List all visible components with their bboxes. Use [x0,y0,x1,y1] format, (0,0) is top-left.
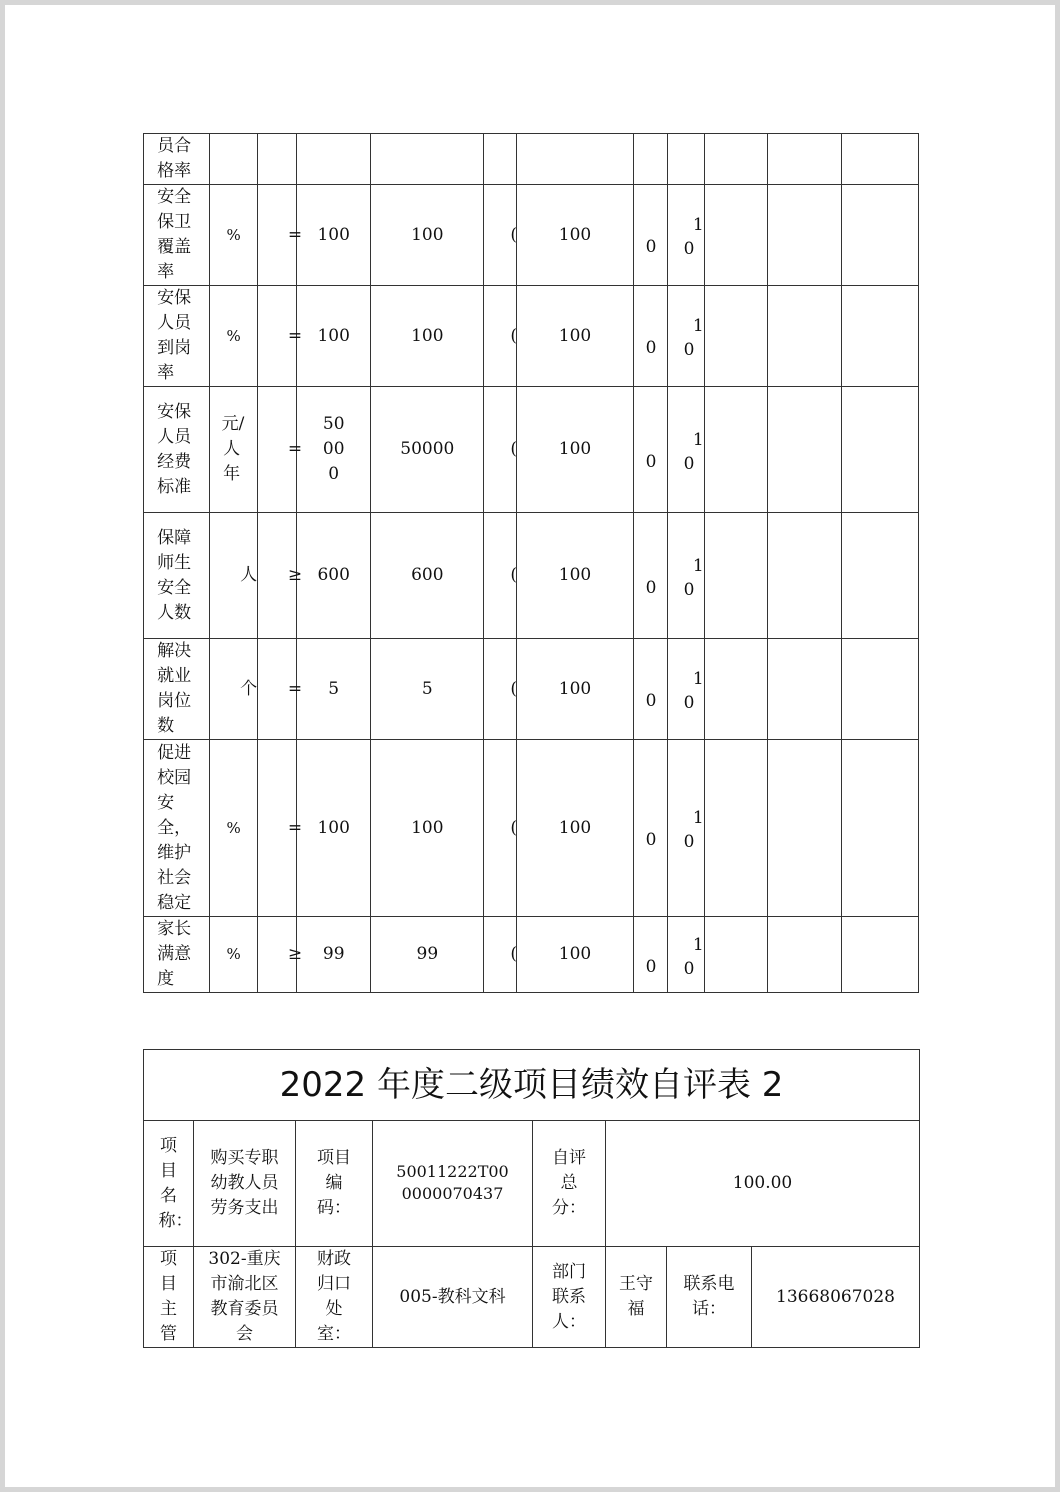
indicator-points-top: 1 [692,808,704,828]
indicator-unit: 人 [240,565,258,585]
indicator-score: 100 [558,817,592,838]
indicator-weight-cell [633,740,667,917]
indicator-unit-cell [210,917,258,993]
indicator-empty-cell-1 [704,286,767,387]
indicator-points-top: 1 [692,215,704,235]
indicator-clipped-text: ( [510,325,518,346]
indicator-row [144,286,919,387]
indicator-points-top: 1 [692,934,704,955]
indicator-empty-cell-2 [767,740,841,917]
indicator-actual: 100 [411,325,444,346]
indicator-target: 100 [317,325,350,346]
indicator-score-cell [517,134,633,185]
indicator-weight-cell [633,134,667,185]
indicator-weight: 0 [645,237,657,257]
finance-office-value: 005-教科文科 [373,1247,533,1348]
dept-contact-label: 部门联系人： [533,1247,606,1348]
self-score-label: 自评总分： [533,1121,606,1247]
indicator-row [144,639,919,740]
indicator-row [144,134,919,185]
indicator-actual: 600 [411,565,444,585]
indicator-weight-cell [633,639,667,740]
indicator-target-cell [297,134,371,185]
indicator-points-cell [667,917,704,993]
indicator-unit-cell [210,740,258,917]
indicator-empty-cell-3 [841,387,918,513]
indicator-score: 100 [558,944,592,964]
indicator-operator-cell [258,513,303,639]
indicator-weight-cell [633,513,667,639]
project-code-value: 50011222T000000070437 [373,1121,533,1247]
indicator-name-cell [144,513,210,639]
indicator-row [144,387,919,513]
indicator-actual: 50000 [400,439,455,459]
indicator-row [144,740,919,917]
indicator-target-cell [297,513,371,639]
indicator-score-cell [517,917,633,993]
indicator-name: 安保人员到岗率 [157,288,192,383]
indicator-empty-cell-1 [704,134,767,185]
indicator-points-top: 1 [692,555,704,576]
supervisor-label: 项目主管 [144,1247,194,1348]
indicator-operator-cell [258,639,303,740]
indicator-score-cell [517,513,633,639]
indicator-empty-cell-1 [704,513,767,639]
indicator-clipped-cell [484,639,517,740]
indicator-name-cell [144,134,210,185]
indicator-unit-cell [210,286,258,387]
indicator-score-cell [517,639,633,740]
indicator-target-cell [297,917,371,993]
indicator-name-cell [144,185,210,286]
indicator-name-cell [144,286,210,387]
indicator-actual-cell [371,134,484,185]
indicator-row [144,185,919,286]
indicator-empty-cell-2 [767,134,841,185]
indicator-actual-cell [371,917,484,993]
document-page [5,5,1055,1487]
project-code-label: 项目编码： [296,1121,373,1247]
indicator-row [144,513,919,639]
indicator-points-bottom: 0 [683,579,695,600]
indicator-clipped-cell [484,513,517,639]
form-title: 2022 年度二级项目绩效自评表 2 [144,1050,920,1121]
indicator-operator-cell [258,134,297,185]
indicator-points-top: 1 [692,316,704,336]
indicator-actual: 99 [416,944,439,964]
indicator-unit-cell [210,387,258,513]
indicator-target-cell [297,286,371,387]
indicator-actual-cell [371,387,484,513]
indicator-unit: % [226,225,241,244]
dept-contact-value: 王守福 [606,1247,667,1348]
indicator-unit: % [226,945,241,963]
indicator-unit-cell [210,513,258,639]
indicator-clipped-text: ( [510,678,518,699]
indicator-score: 100 [558,325,592,346]
indicator-name: 促进校园安全，维护社会稳定 [157,742,192,913]
indicator-empty-cell-2 [767,639,841,740]
phone-value: 13668067028 [752,1247,920,1348]
indicator-name-cell [144,387,210,513]
indicator-weight: 0 [645,577,657,598]
indicator-points-top: 1 [692,669,704,689]
project-name-label: 项目名称： [144,1121,194,1247]
indicator-target-cell [297,387,371,513]
indicator-empty-cell-2 [767,513,841,639]
indicator-clipped-text: ( [510,817,518,838]
indicator-name-cell [144,740,210,917]
indicator-clipped-text: ( [510,944,518,964]
indicator-score-cell [517,185,633,286]
indicator-empty-cell-1 [704,917,767,993]
indicator-unit-cell [210,134,258,185]
indicator-score: 100 [558,565,592,585]
indicator-weight-cell [633,286,667,387]
indicator-empty-cell-3 [841,917,918,993]
indicator-empty-cell-3 [841,513,918,639]
indicator-points-cell [667,387,704,513]
indicator-clipped-cell [484,185,517,286]
indicator-target: 50000 [322,414,345,484]
indicator-target: 100 [317,817,350,838]
indicator-weight-cell [633,387,667,513]
indicator-points-bottom: 0 [683,340,695,360]
indicator-score: 100 [558,224,592,245]
indicator-clipped-text: ( [510,565,518,585]
indicator-actual-cell [371,740,484,917]
indicator-row [144,917,919,993]
indicator-score-cell [517,286,633,387]
indicator-name: 保障师生安全人数 [157,527,192,623]
indicator-points-bottom: 0 [683,832,695,852]
indicator-clipped-text: ( [510,224,518,245]
indicator-operator-cell [258,185,303,286]
indicator-weight: 0 [645,691,657,711]
indicator-operator: ≥ [287,565,303,585]
indicator-empty-cell-1 [704,185,767,286]
indicator-empty-cell-3 [841,286,918,387]
indicator-empty-cell-3 [841,639,918,740]
indicator-name: 安全保卫覆盖率 [157,187,192,282]
indicator-operator: = [287,817,303,838]
indicator-actual-cell [371,639,484,740]
indicator-operator: ≥ [287,944,303,964]
indicator-name: 家长满意度 [157,919,192,989]
indicator-points-top: 1 [692,429,704,450]
indicator-actual-cell [371,185,484,286]
indicator-points-bottom: 0 [683,958,695,979]
indicator-name-cell [144,639,210,740]
indicator-operator-cell [258,917,303,993]
indicator-clipped-cell [484,286,517,387]
indicator-target: 5 [328,678,340,699]
indicator-empty-cell-2 [767,286,841,387]
indicator-unit: % [226,326,241,345]
indicator-points-bottom: 0 [683,453,695,474]
indicator-clipped-cell [484,134,517,185]
indicator-points-bottom: 0 [683,239,695,259]
self-evaluation-header-table [143,1049,920,1348]
indicator-target-cell [297,185,371,286]
indicator-target-cell [297,740,371,917]
indicator-clipped-cell [484,740,517,917]
indicator-operator: = [287,439,303,459]
indicator-operator-cell [258,387,303,513]
indicator-empty-cell-1 [704,740,767,917]
indicator-score-cell [517,740,633,917]
indicator-operator: = [287,224,303,245]
indicator-operator: = [287,325,303,346]
indicator-name: 解决就业岗位数 [157,641,192,736]
indicator-actual: 5 [421,678,433,699]
indicator-clipped-text: ( [510,439,518,459]
supervisor-value: 302-重庆市渝北区教育委员会 [194,1247,296,1348]
indicator-unit: 元/人年 [221,414,245,484]
indicator-points-cell [667,185,704,286]
indicator-actual-cell [371,286,484,387]
self-score-value: 100.00 [606,1121,920,1247]
indicator-name-cell [144,917,210,993]
indicator-clipped-cell [484,387,517,513]
indicator-points-cell [667,740,704,917]
phone-label: 联系电话： [667,1247,752,1348]
indicator-weight: 0 [645,451,657,472]
indicator-points-cell [667,286,704,387]
indicator-empty-cell-1 [704,639,767,740]
project-name-value: 购买专职幼教人员劳务支出 [194,1121,296,1247]
indicator-score: 100 [558,678,592,699]
indicator-actual: 100 [411,817,444,838]
indicator-points-cell [667,134,704,185]
indicator-actual: 100 [411,224,444,245]
indicator-actual-cell [371,513,484,639]
indicator-name: 安保人员经费标准 [157,401,192,497]
indicator-target: 99 [322,944,345,964]
indicator-points-cell [667,639,704,740]
indicator-empty-cell-2 [767,185,841,286]
indicator-operator-cell [258,740,303,917]
indicator-points-bottom: 0 [683,693,695,713]
indicator-score-cell [517,387,633,513]
indicator-name: 员合格率 [157,136,192,181]
indicator-weight: 0 [645,830,657,850]
indicator-clipped-cell [484,917,517,993]
indicator-score: 100 [558,439,592,459]
indicator-operator: = [287,678,303,699]
indicator-target: 600 [317,565,350,585]
indicator-points-cell [667,513,704,639]
indicator-empty-cell-1 [704,387,767,513]
indicator-weight: 0 [645,338,657,358]
indicator-empty-cell-3 [841,185,918,286]
indicator-target: 100 [317,224,350,245]
indicator-unit-cell [210,639,258,740]
indicator-empty-cell-2 [767,917,841,993]
indicator-weight-cell [633,185,667,286]
indicator-table [143,133,919,993]
indicator-unit: 个 [240,678,258,699]
finance-office-label: 财政归口处室： [296,1247,373,1348]
indicator-weight: 0 [645,956,657,977]
indicator-weight-cell [633,917,667,993]
indicator-target-cell [297,639,371,740]
indicator-empty-cell-3 [841,134,918,185]
indicator-empty-cell-3 [841,740,918,917]
indicator-empty-cell-2 [767,387,841,513]
indicator-operator-cell [258,286,303,387]
indicator-unit: % [226,818,241,837]
indicator-unit-cell [210,185,258,286]
